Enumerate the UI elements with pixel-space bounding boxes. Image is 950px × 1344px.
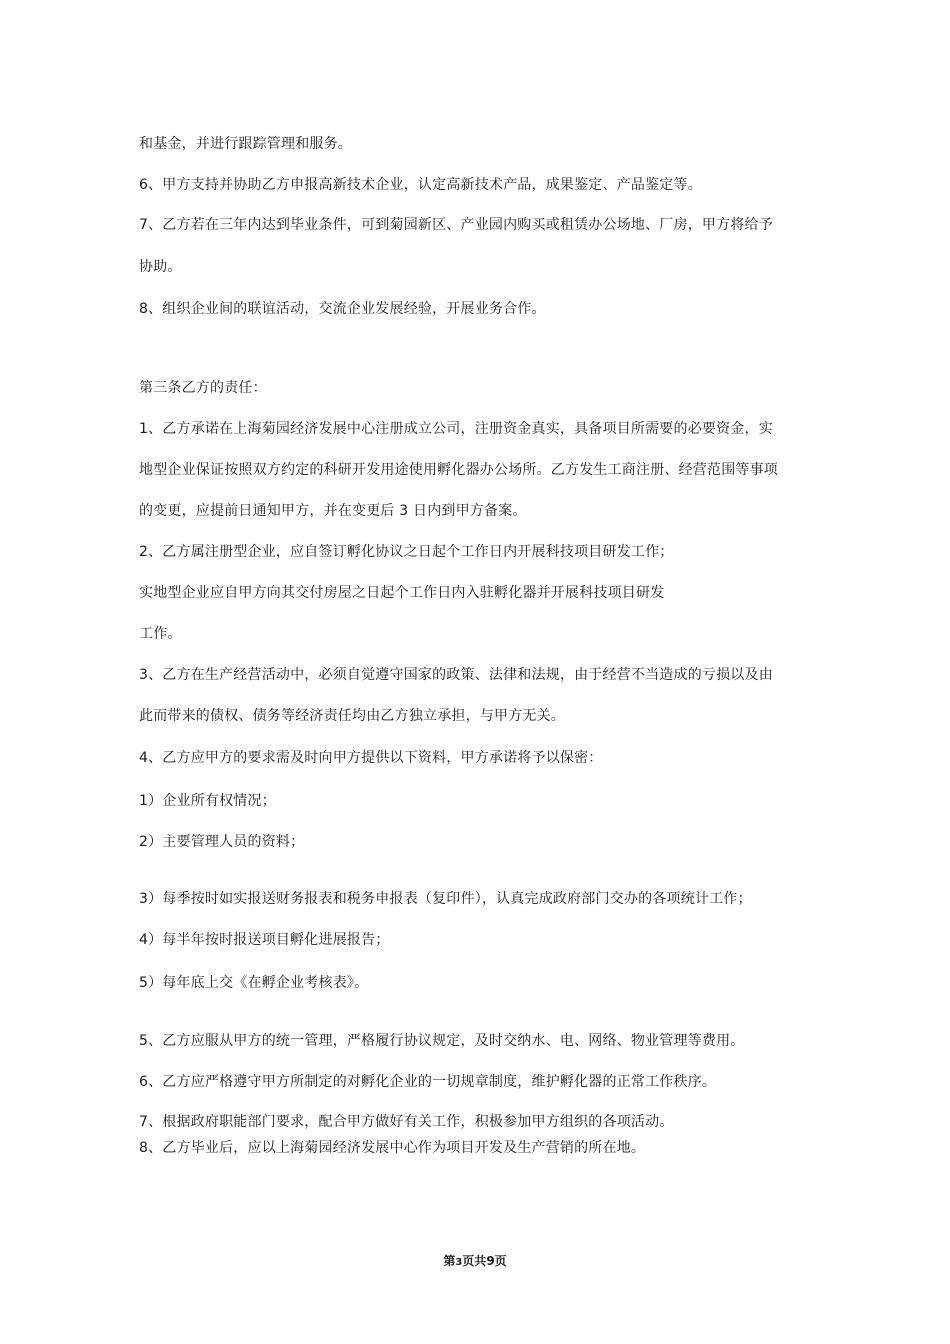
paragraph-line: 的变更，应提前日通知甲方，并在变更后 3 日内到甲方备案。 (139, 503, 527, 519)
footer-suffix: 页 (494, 1254, 507, 1268)
paragraph-line: 5、乙方应服从甲方的统一管理，严格履行协议规定，及时交纳水、电、网络、物业管理等费用。 (139, 1033, 745, 1049)
list-item: 4）每半年按时报送项目孵化进展报告； (139, 932, 390, 948)
footer-middle: 页共 (462, 1254, 487, 1268)
list-item: 3）每季按时如实报送财务报表和税务申报表（复印件），认真完成政府部门交办的各项统计工作； (139, 891, 752, 907)
paragraph-line: 6、甲方支持并协助乙方申报高新技术企业，认定高新技术产品，成果鉴定、产品鉴定等。 (139, 177, 702, 193)
section-heading: 第三条乙方的责任： (139, 380, 267, 396)
paragraph-line: 7、乙方若在三年内达到毕业条件，可到菊园新区、产业园内购买或租赁办公场地、厂房，甲方将给予 (139, 217, 773, 233)
paragraph-line: 实地型企业应自甲方向其交付房屋之日起个工作日内入驻孵化器并开展科技项目研发 (139, 585, 665, 601)
list-item: 1）企业所有权情况； (139, 793, 276, 809)
paragraph-line: 7、根据政府职能部门要求，配合甲方做好有关工作，积极参加甲方组织的各项活动。 (139, 1114, 674, 1130)
paragraph-line: 8、组织企业间的联谊活动，交流企业发展经验，开展业务合作。 (139, 301, 546, 317)
paragraph-line: 6、乙方应严格遵守甲方所制定的对孵化企业的一切规章制度，维护孵化器的正常工作秩序。 (139, 1074, 717, 1090)
list-item: 5）每年底上交《在孵企业考核表》。 (139, 975, 369, 991)
paragraph-line: 工作。 (139, 626, 182, 642)
footer-prefix: 第 (443, 1254, 456, 1268)
paragraph-line: 协助。 (139, 259, 182, 275)
paragraph-line: 3、乙方在生产经营活动中，必须自觉遵守国家的政策、法律和法规，由于经营不当造成的亏损以及由 (139, 667, 773, 683)
footer-current-page: 3 (455, 1257, 463, 1268)
list-item: 2）主要管理人员的资料； (139, 834, 305, 850)
paragraph-line: 8、乙方毕业后，应以上海菊园经济发展中心作为项目开发及生产营销的所在地。 (139, 1140, 646, 1156)
paragraph-line: 1、乙方承诺在上海菊园经济发展中心注册成立公司，注册资金真实，具备项目所需要的必要资金，实 (139, 421, 773, 437)
paragraph-line: 此而带来的债权、债务等经济责任均由乙方独立承担，与甲方无关。 (139, 708, 565, 724)
paragraph-line: 地型企业保证按照双方约定的科研开发用途使用孵化器办公场所。乙方发生工商注册、经营范围等事项 (139, 462, 778, 478)
paragraph-line: 和基金，并进行跟踪管理和服务。 (139, 136, 352, 152)
paragraph-line: 4、乙方应甲方的要求需及时向甲方提供以下资料，甲方承诺将予以保密： (139, 750, 603, 766)
footer-total-pages: 9 (486, 1254, 495, 1268)
paragraph-line: 2、乙方属注册型企业，应自签订孵化协议之日起个工作日内开展科技项目研发工作； (139, 544, 674, 560)
page-footer (0, 1252, 950, 1269)
